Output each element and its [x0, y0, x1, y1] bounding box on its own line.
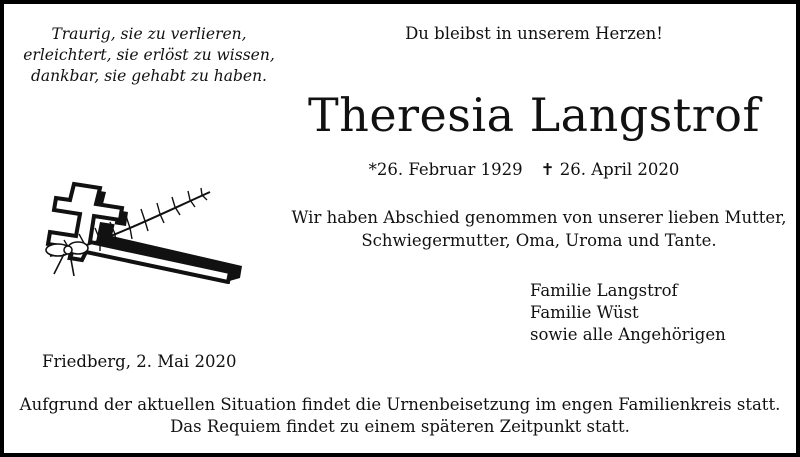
mourner: sowie alle Angehörigen: [530, 325, 726, 344]
obituary-card: [4, 4, 796, 453]
birth-date: *26. Februar 1929: [368, 160, 523, 179]
life-dates: [304, 160, 744, 179]
mourner: Familie Langstrof: [530, 281, 678, 300]
quote-line: Traurig, sie zu verlieren,: [51, 25, 247, 43]
deceased-name: Theresia Langstrof: [308, 88, 760, 142]
memorial-quote: [14, 24, 284, 87]
farewell-line: Schwiegermutter, Oma, Uroma und Tante.: [361, 231, 717, 250]
place-and-date: Friedberg, 2. Mai 2020: [42, 352, 237, 371]
quote-line: erleichtert, sie erlöst zu wissen,: [23, 46, 275, 64]
mourner: Familie Wüst: [530, 303, 639, 322]
death-cross-icon: ✝: [540, 160, 555, 179]
notice-line: Aufgrund der aktuellen Situation findet die Urnenbeisetzung im engen Familienkreis statt.: [19, 395, 781, 414]
farewell-text: [284, 206, 794, 252]
motto: Du bleibst in unserem Herzen!: [405, 24, 663, 43]
quote-line: dankbar, sie gehabt zu haben.: [31, 67, 267, 85]
mourners-list: [530, 280, 790, 346]
notice-line: Das Requiem findet zu einem späteren Zeitpunkt statt.: [170, 417, 630, 436]
death-date: 26. April 2020: [559, 160, 680, 179]
cross-shape: [48, 184, 230, 282]
cross-with-palm-branch-icon: [30, 174, 270, 284]
funeral-notice: [14, 394, 786, 438]
farewell-line: Wir haben Abschied genommen von unserer lieben Mutter,: [291, 208, 787, 227]
